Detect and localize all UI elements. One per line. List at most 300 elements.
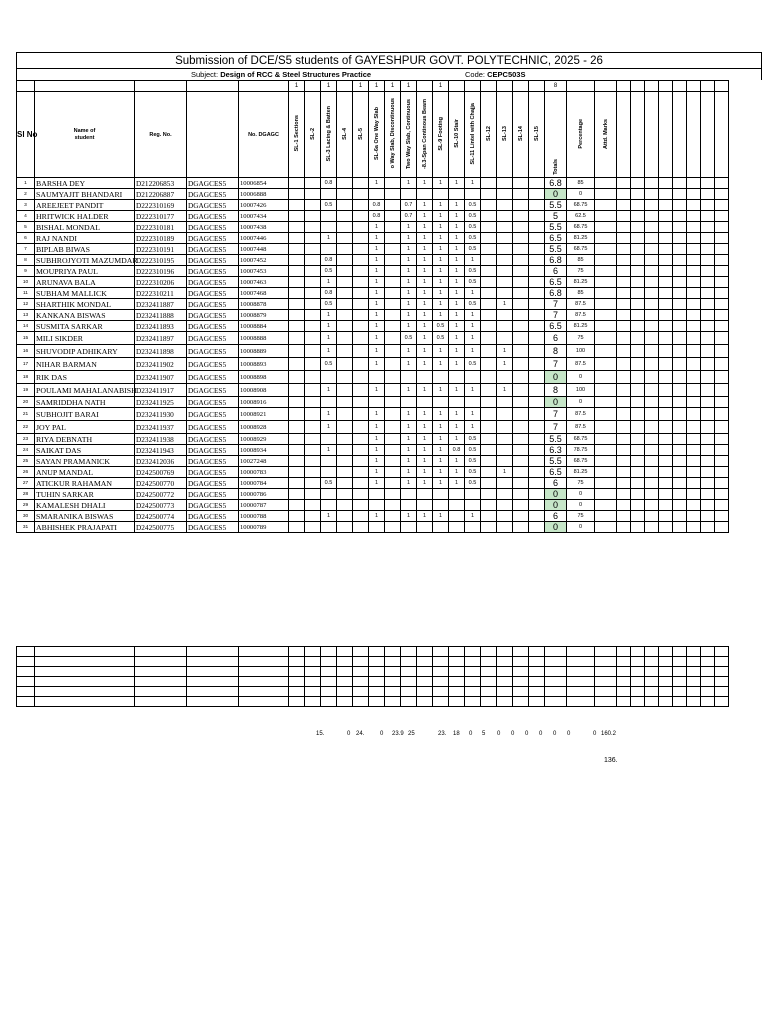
attd-marks — [595, 299, 617, 310]
session-mark — [497, 321, 513, 332]
session-mark — [369, 522, 385, 533]
session-mark: 1 — [401, 255, 417, 266]
attd-marks — [595, 445, 617, 456]
column-sum: 18 — [453, 731, 460, 737]
session-mark — [385, 222, 401, 233]
row-sl-no: 10 — [17, 277, 35, 288]
empty-cell — [673, 200, 687, 211]
empty-cell — [701, 657, 715, 667]
empty-cell — [595, 677, 617, 687]
empty-cell — [645, 478, 659, 489]
empty-cell — [401, 697, 417, 707]
student-name: MILI SIKDER — [35, 332, 135, 345]
session-mark — [497, 200, 513, 211]
empty-cell — [337, 647, 353, 657]
dgagc-code: DGAGCES5 — [187, 211, 239, 222]
empty-cell — [673, 189, 687, 200]
dgagc-number: 10027248 — [239, 456, 289, 467]
reg-number: D232411937 — [135, 421, 187, 434]
empty-cell — [401, 647, 417, 657]
dgagc-code: DGAGCES5 — [187, 434, 239, 445]
row-sl-no: 9 — [17, 266, 35, 277]
empty-cell — [659, 667, 673, 677]
session-mark — [289, 397, 305, 408]
max-mark-cell — [465, 81, 481, 92]
row-sl-no: 29 — [17, 500, 35, 511]
empty-cell — [433, 677, 449, 687]
empty-cell — [715, 371, 729, 384]
empty-cell — [701, 667, 715, 677]
empty-cell — [433, 697, 449, 707]
session-mark: 1 — [369, 222, 385, 233]
session-mark — [433, 500, 449, 511]
session-mark: 1 — [497, 345, 513, 358]
sheet-title: Submission of DCE/S5 students of GAYESHPUR GOVT. POLYTECHNIC, 2025 - 26 — [16, 52, 762, 68]
session-mark — [353, 211, 369, 222]
student-name: SHUVODIP ADHIKARY — [35, 345, 135, 358]
session-mark — [449, 500, 465, 511]
reg-number: D232411925 — [135, 397, 187, 408]
student-row — [17, 277, 729, 288]
student-row — [17, 434, 729, 445]
session-mark — [465, 397, 481, 408]
empty-cell — [687, 371, 701, 384]
percentage: 75 — [567, 332, 595, 345]
session-mark — [417, 500, 433, 511]
empty-cell — [529, 647, 545, 657]
dgagc-code: DGAGCES5 — [187, 200, 239, 211]
session-mark — [529, 321, 545, 332]
empty-cell — [187, 697, 239, 707]
session-mark — [529, 467, 545, 478]
reg-number: D232411898 — [135, 345, 187, 358]
dgagc-code: DGAGCES5 — [187, 299, 239, 310]
empty-cell — [659, 500, 673, 511]
empty-cell — [617, 384, 631, 397]
empty-cell — [687, 200, 701, 211]
session-mark: 1 — [417, 345, 433, 358]
empty-cell — [687, 345, 701, 358]
header-session-8 — [401, 92, 417, 178]
session-mark — [385, 233, 401, 244]
empty-cell — [645, 81, 659, 92]
session-mark — [401, 397, 417, 408]
percentage: 68.75 — [567, 244, 595, 255]
session-mark — [305, 299, 321, 310]
session-mark — [497, 408, 513, 421]
total-marks: 6.3 — [545, 445, 567, 456]
empty-cell — [701, 677, 715, 687]
student-name: SUBHAM MALLICK — [35, 288, 135, 299]
dgagc-code: DGAGCES5 — [187, 522, 239, 533]
percentage: 68.75 — [567, 200, 595, 211]
session-mark — [385, 358, 401, 371]
session-mark — [353, 421, 369, 434]
student-row — [17, 266, 729, 277]
empty-cell — [567, 697, 595, 707]
max-mark-cell — [529, 81, 545, 92]
empty-cell — [687, 522, 701, 533]
empty-cell — [187, 657, 239, 667]
session-mark — [481, 288, 497, 299]
empty-cell — [545, 697, 567, 707]
student-name: RIK DAS — [35, 371, 135, 384]
session-mark: 0.5 — [321, 299, 337, 310]
session-mark: 1 — [321, 384, 337, 397]
session-mark: 1 — [417, 222, 433, 233]
empty-cell — [631, 434, 645, 445]
empty-cell — [715, 189, 729, 200]
session-mark: 1 — [433, 288, 449, 299]
dgagc-number: 10008934 — [239, 445, 289, 456]
reg-number: D242500775 — [135, 522, 187, 533]
session-mark: 1 — [321, 445, 337, 456]
total-marks: 0 — [545, 489, 567, 500]
column-sum: 0 — [511, 731, 515, 737]
session-mark: 1 — [449, 321, 465, 332]
empty-cell — [401, 657, 417, 667]
student-name: JOY PAL — [35, 421, 135, 434]
total-marks: 6.5 — [545, 467, 567, 478]
empty-cell — [567, 647, 595, 657]
empty-cell — [673, 384, 687, 397]
session-mark: 1 — [321, 421, 337, 434]
student-name: SAYAN PRAMANICK — [35, 456, 135, 467]
empty-cell — [289, 647, 305, 657]
column-sum: 23.9 — [392, 731, 404, 737]
student-name: BISHAL MONDAL — [35, 222, 135, 233]
empty-cell — [673, 332, 687, 345]
header-name-text: Name of student — [73, 127, 96, 141]
session-mark: 0.5 — [465, 222, 481, 233]
total-marks: 0 — [545, 371, 567, 384]
header-row — [17, 92, 729, 178]
subject-row — [16, 68, 762, 80]
max-mark-cell: 1 — [385, 81, 401, 92]
session-mark — [497, 211, 513, 222]
total-marks: 5.5 — [545, 200, 567, 211]
session-mark: 1 — [433, 244, 449, 255]
session-mark — [289, 299, 305, 310]
session-mark: 0.8 — [449, 445, 465, 456]
empty-cell — [659, 189, 673, 200]
empty-cell — [321, 667, 337, 677]
empty-cell — [673, 299, 687, 310]
empty-cell — [631, 233, 645, 244]
empty-cell — [481, 657, 497, 667]
session-mark: 1 — [369, 384, 385, 397]
session-mark: 0.5 — [321, 358, 337, 371]
row-sl-no: 13 — [17, 310, 35, 321]
session-mark: 0.8 — [321, 288, 337, 299]
session-mark: 1 — [433, 434, 449, 445]
session-mark: 1 — [465, 178, 481, 189]
empty-cell — [617, 445, 631, 456]
session-mark — [289, 434, 305, 445]
session-mark — [321, 489, 337, 500]
session-mark — [385, 445, 401, 456]
session-mark — [529, 500, 545, 511]
session-mark: 1 — [449, 244, 465, 255]
session-mark — [353, 222, 369, 233]
session-mark — [337, 456, 353, 467]
attd-marks — [595, 321, 617, 332]
session-mark: 1 — [433, 211, 449, 222]
empty-cell — [337, 667, 353, 677]
empty-cell — [715, 500, 729, 511]
empty-cell — [687, 434, 701, 445]
empty-cell — [687, 397, 701, 408]
session-mark — [529, 489, 545, 500]
session-mark — [321, 500, 337, 511]
empty-cell — [645, 222, 659, 233]
student-row — [17, 189, 729, 200]
empty-cell — [687, 358, 701, 371]
empty-cell — [701, 384, 715, 397]
dgagc-code: DGAGCES5 — [187, 288, 239, 299]
student-row — [17, 358, 729, 371]
session-mark — [289, 288, 305, 299]
empty-cell — [631, 222, 645, 233]
empty-cell — [659, 397, 673, 408]
student-row — [17, 522, 729, 533]
empty-cell — [631, 255, 645, 266]
column-sum: 0 — [593, 731, 597, 737]
session-mark — [529, 456, 545, 467]
session-mark — [497, 371, 513, 384]
session-mark — [529, 434, 545, 445]
session-mark: 1 — [465, 345, 481, 358]
session-mark — [289, 456, 305, 467]
session-mark: 1 — [465, 332, 481, 345]
total-marks: 7 — [545, 421, 567, 434]
session-mark: 1 — [321, 511, 337, 522]
session-mark — [497, 500, 513, 511]
empty-cell — [617, 244, 631, 255]
empty-cell — [369, 667, 385, 677]
session-mark — [513, 358, 529, 371]
session-mark — [481, 189, 497, 200]
header-session-label: SL-15 — [533, 126, 540, 141]
session-mark — [289, 345, 305, 358]
dgagc-code: DGAGCES5 — [187, 384, 239, 397]
subject-value: Design of RCC & Steel Structures Practice — [220, 70, 372, 79]
session-mark: 1 — [433, 467, 449, 478]
row-sl-no: 24 — [17, 445, 35, 456]
session-mark — [513, 421, 529, 434]
percentage: 81.25 — [567, 277, 595, 288]
percentage: 62.5 — [567, 211, 595, 222]
empty-cell — [17, 687, 35, 697]
empty-cell — [617, 522, 631, 533]
percentage: 75 — [567, 511, 595, 522]
session-mark: 1 — [449, 358, 465, 371]
empty-cell — [631, 358, 645, 371]
empty-cell — [135, 647, 187, 657]
empty-cell — [417, 677, 433, 687]
empty-cell — [353, 687, 369, 697]
empty-cell — [239, 647, 289, 657]
session-mark — [385, 397, 401, 408]
empty-cell — [481, 687, 497, 697]
session-mark — [289, 255, 305, 266]
percentage: 81.25 — [567, 321, 595, 332]
empty-cell — [687, 233, 701, 244]
session-mark — [305, 332, 321, 345]
session-mark: 1 — [433, 299, 449, 310]
row-sl-no: 20 — [17, 397, 35, 408]
empty-cell — [715, 478, 729, 489]
empty-cell — [701, 456, 715, 467]
session-mark — [337, 434, 353, 445]
empty-cell — [187, 81, 239, 92]
header-session-4 — [337, 92, 353, 178]
dgagc-number: 10000788 — [239, 511, 289, 522]
session-mark — [497, 456, 513, 467]
empty-cell — [673, 511, 687, 522]
session-mark — [353, 371, 369, 384]
student-row — [17, 478, 729, 489]
dgagc-code: DGAGCES5 — [187, 266, 239, 277]
empty-cell — [659, 511, 673, 522]
empty-cell — [631, 178, 645, 189]
session-mark — [321, 371, 337, 384]
empty-cell — [687, 189, 701, 200]
total-marks: 6.5 — [545, 233, 567, 244]
dgagc-number: 10008916 — [239, 397, 289, 408]
session-mark: 0.5 — [321, 266, 337, 277]
dgagc-number: 10007468 — [239, 288, 289, 299]
empty-cell — [433, 667, 449, 677]
empty-cell — [617, 467, 631, 478]
session-mark: 1 — [369, 408, 385, 421]
empty-cell — [673, 211, 687, 222]
empty-cell — [645, 277, 659, 288]
student-row — [17, 299, 729, 310]
student-row — [17, 421, 729, 434]
session-mark — [385, 384, 401, 397]
session-mark — [481, 345, 497, 358]
empty-cell — [545, 657, 567, 667]
total-marks: 7 — [545, 310, 567, 321]
session-mark: 1 — [449, 233, 465, 244]
empty-cell — [659, 345, 673, 358]
empty-cell — [239, 667, 289, 677]
session-mark — [369, 489, 385, 500]
empty-cell — [645, 687, 659, 697]
session-mark: 1 — [449, 434, 465, 445]
session-mark — [497, 244, 513, 255]
session-mark — [337, 522, 353, 533]
session-mark: 1 — [321, 321, 337, 332]
dgagc-number: 10008878 — [239, 299, 289, 310]
empty-cell — [369, 677, 385, 687]
session-mark — [305, 178, 321, 189]
empty-cell — [701, 266, 715, 277]
session-mark: 1 — [369, 299, 385, 310]
session-mark — [353, 478, 369, 489]
session-mark — [305, 200, 321, 211]
dgagc-code: DGAGCES5 — [187, 233, 239, 244]
empty-cell — [465, 667, 481, 677]
max-mark-cell — [481, 81, 497, 92]
session-mark: 1 — [401, 321, 417, 332]
session-mark: 1 — [369, 456, 385, 467]
session-mark: 1 — [433, 178, 449, 189]
attd-marks — [595, 434, 617, 445]
empty-cell — [687, 467, 701, 478]
empty-cell — [617, 434, 631, 445]
empty-cell — [567, 81, 595, 92]
row-sl-no: 31 — [17, 522, 35, 533]
empty-cell — [305, 667, 321, 677]
session-mark — [337, 371, 353, 384]
empty-cell — [715, 384, 729, 397]
header-session-label: Two Way Slab, Continuous — [405, 98, 412, 169]
session-mark — [289, 310, 305, 321]
session-mark: 1 — [401, 244, 417, 255]
session-mark — [289, 211, 305, 222]
empty-cell — [673, 81, 687, 92]
reg-number: D232411943 — [135, 445, 187, 456]
empty-cell — [687, 478, 701, 489]
row-sl-no: 22 — [17, 421, 35, 434]
student-name: KANKANA BISWAS — [35, 310, 135, 321]
session-mark — [497, 288, 513, 299]
student-row — [17, 467, 729, 478]
session-mark: 0.7 — [401, 211, 417, 222]
empty-cell — [687, 489, 701, 500]
empty-cell — [567, 667, 595, 677]
session-mark — [417, 489, 433, 500]
empty-cell — [35, 657, 135, 667]
empty-cell — [659, 211, 673, 222]
session-mark — [385, 244, 401, 255]
session-mark: 0.5 — [433, 321, 449, 332]
empty-cell — [617, 687, 631, 697]
session-mark: 0.5 — [465, 434, 481, 445]
session-mark — [385, 456, 401, 467]
empty-cell — [645, 647, 659, 657]
empty-cell — [715, 255, 729, 266]
student-name: SAUMYAJIT BHANDARI — [35, 189, 135, 200]
session-mark — [417, 522, 433, 533]
empty-cell — [673, 233, 687, 244]
session-mark: 1 — [497, 384, 513, 397]
empty-cell — [321, 697, 337, 707]
session-mark: 1 — [401, 266, 417, 277]
student-row — [17, 255, 729, 266]
empty-cell — [631, 467, 645, 478]
session-mark — [337, 189, 353, 200]
empty-cell — [659, 434, 673, 445]
empty-cell — [645, 92, 659, 178]
empty-cell — [617, 211, 631, 222]
session-mark — [305, 397, 321, 408]
session-mark: 0.5 — [465, 244, 481, 255]
empty-cell — [687, 657, 701, 667]
session-mark — [481, 456, 497, 467]
empty-cell — [715, 677, 729, 687]
empty-cell — [617, 358, 631, 371]
session-mark: 1 — [369, 421, 385, 434]
empty-cell — [645, 384, 659, 397]
percentage: 85 — [567, 288, 595, 299]
session-mark — [529, 266, 545, 277]
session-mark — [385, 434, 401, 445]
empty-cell — [449, 687, 465, 697]
session-mark — [385, 408, 401, 421]
